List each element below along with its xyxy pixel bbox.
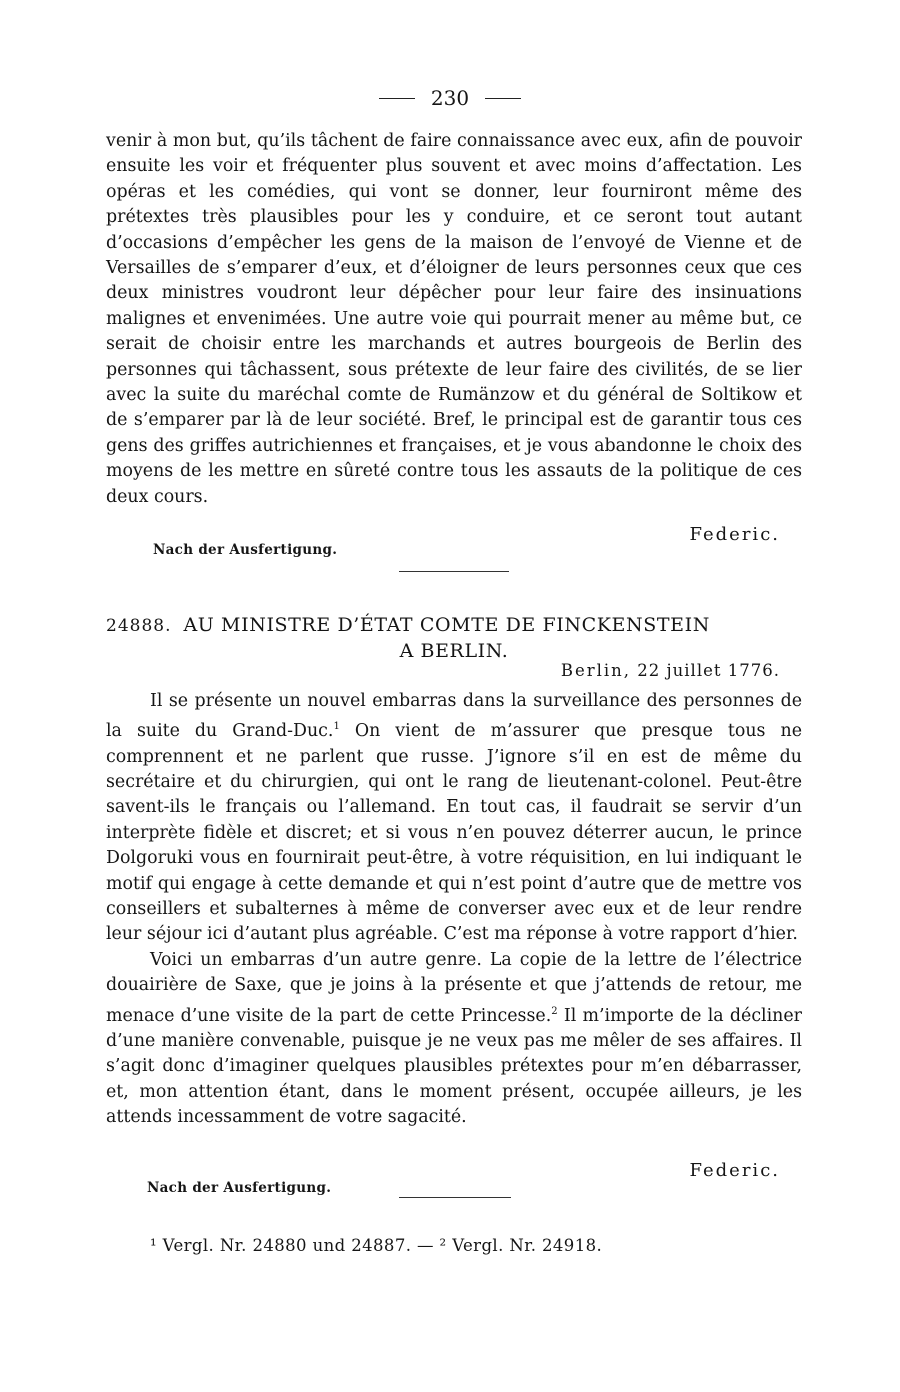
letter2-para2-text-a: Voici un embarras d’un autre genre. La copie de la lettre de l’électrice douairière de Saxe, que je joins à la présente et que j’attends de retour, me menace d’une visite de la part de cette Princesse. [106,949,802,1026]
letter2-para1-text-b: On vient de m’assurer que presque tous ne comprennent et ne parlent que russe. J’ignore s’il en est de même du secrétaire et du chirurgien, qui ont le rang de lieutenant-colonel. Peut-être savent-ils le français ou l’allemand. En tout cas, il faudrait se servir d’un interprète fidèle et discret; et si vous n’en pouvez déterrer aucun, le prince Dolgoruki vous en fournirait peut-être, à votre réquisition, en lui indiquant le motif qui engage à cette demande et qui n’est point d’autre que de mettre vos conseillers et subalternes à même de converser avec eux et de leur rendre leur séjour ici d’autant plus agréable. C’est ma réponse à votre rapport d’hier. [106,721,802,945]
footnote-marker-1: 1 [333,721,340,733]
letter2-title-line1: AU MINISTRE D’ÉTAT COMTE DE FINCKENSTEIN [183,614,710,636]
letter2-signature: Federic. [689,1160,780,1181]
letter2-title-line2: A BERLIN. [399,640,509,662]
letter2-para1-text-a: Il se présente un nouvel embarras dans la surveillance des personnes de la suite du Grand-Duc. [106,691,802,742]
letter2-dateline [561,661,780,680]
letter1-paragraph: venir à mon but, qu’ils tâchent de faire connaissance avec eux, afin de pouvoir ensuite les voir et fréquenter plus souvent et avec moins d’affectation. Les opéras et les comédies, qui vont se donner, leur fourniront même des prétextes très plausibles pour les y conduire, et ce seront tout autant d’occasions d’empêcher les gens de la maison de l’envoyé de Vienne et de Versailles de s’emparer d’eux, et d’éloigner de leurs personnes ceux que ces deux ministres voudront leur dépêcher pour leur faire des insinuations malignes et envenimées. Une autre voie qui pourrait mener au même but, ce serait de choisir entre les marchands et autres bourgeois de Berlin des personnes qui tâchassent, sous prétexte de leur faire des civilités, de se lier avec la suite du maréchal comte de Rumänzow et du général de Soltikow et de s’emparer par là de leur société. Bref, le principal est de garantir tous ces gens des griffes autrichiennes et françaises, et je vous abandonne le choix des moyens de les mettre en sûreté contre tous les assauts de la politique de ces deux cours. [106,131,802,507]
letter2-body [106,689,802,1131]
letter2-heading-line1 [106,613,802,639]
letter2-source-note: Nach der Ausfertigung. [147,1180,332,1196]
letter1-source-note: Nach der Ausfertigung. [153,542,338,558]
footnotes: ¹ Vergl. Nr. 24880 und 24887. — ² Vergl. Nr. 24918. [150,1236,603,1255]
header-dash-left [379,98,415,99]
letter1-body [106,129,802,510]
section-divider [399,571,509,572]
footnote-divider [399,1197,511,1198]
letter2-paragraph-1 [106,689,802,948]
letter2-heading [106,613,802,664]
letter2-para2-text-b: Il m’importe de la décliner d’une manière convenable, puisque je ne veux pas me mêler de ses affaires. Il s’agit donc d’imaginer quelques plausibles prétextes pour m’en débarrasser, et, mon attention étant, dans le moment présent, occupée ailleurs, je les attends incessamment de votre sagacité. [106,1005,802,1128]
header-dash-right [485,98,521,99]
letter2-date-place: Berlin, [560,661,632,680]
letter2-date: 22 juillet 1776. [637,661,780,680]
page-number: 230 [430,86,470,110]
letter2-paragraph-2 [106,948,802,1131]
page-header [0,86,900,110]
letter1-signature: Federic. [689,524,780,545]
letter2-number: 24888. [106,616,172,636]
footnote-marker-2: 2 [551,1005,558,1017]
